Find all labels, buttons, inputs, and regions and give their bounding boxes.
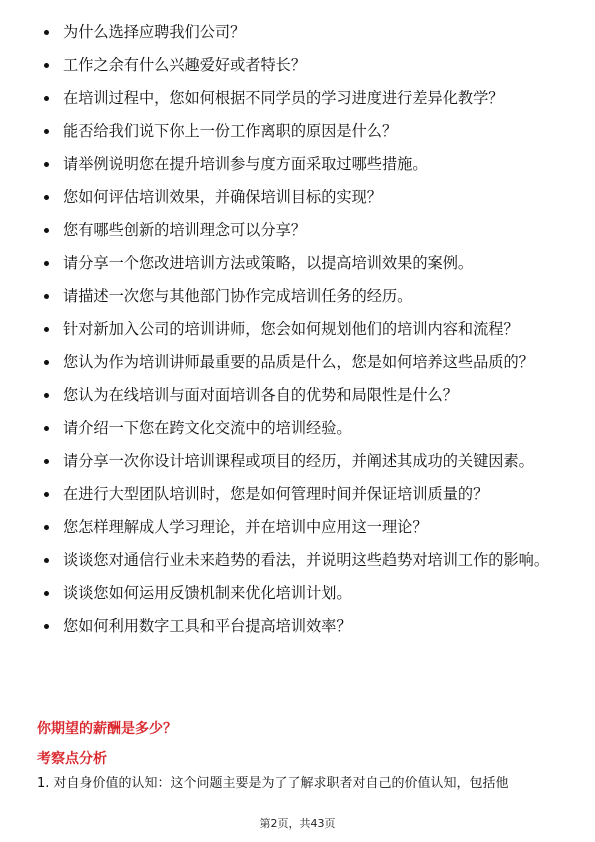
bullet-dot-icon [44,195,49,200]
question-text: 您认为在线培训与面对面培训各自的优势和局限性是什么？ [63,386,458,404]
bullet-dot-icon [44,426,49,431]
question-item [42,319,562,340]
question-text: 工作之余有什么兴趣爱好或者特长？ [63,56,306,74]
page-footer: 第2页，共43页 [259,817,336,830]
question-text: 在进行大型团队培训时，您是如何管理时间并保证培训质量的？ [63,485,489,503]
question-text: 在培训过程中，您如何根据不同学员的学习进度进行差异化教学？ [63,89,504,107]
question-item [42,583,562,604]
bullet-dot-icon [44,129,49,134]
bullet-dot-icon [44,96,49,101]
question-item [42,352,562,373]
question-text: 请分享一次你设计培训课程或项目的经历，并阐述其成功的关键因素。 [63,452,534,470]
analysis-heading: 考察点分析 [37,751,107,767]
question-text: 您怎样理解成人学习理论，并在培训中应用这一理论？ [63,518,428,536]
question-item [42,55,562,76]
question-item [42,88,562,109]
bullet-dot-icon [44,393,49,398]
bullet-dot-icon [44,228,49,233]
question-item [42,385,562,406]
question-text: 针对新加入公司的培训讲师，您会如何规划他们的培训内容和流程？ [63,320,519,338]
salary-question-heading: 你期望的薪酬是多少？ [37,721,177,737]
question-list [42,22,562,649]
bullet-dot-icon [44,261,49,266]
question-text: 能否给我们说下你上一份工作离职的原因是什么？ [63,122,398,140]
question-text: 您有哪些创新的培训理念可以分享？ [63,221,306,239]
question-text: 您认为作为培训讲师最重要的品质是什么，您是如何培养这些品质的？ [63,353,534,371]
bullet-dot-icon [44,525,49,530]
question-item [42,451,562,472]
bullet-dot-icon [44,294,49,299]
bullet-dot-icon [44,63,49,68]
question-item [42,154,562,175]
bullet-dot-icon [44,360,49,365]
question-item [42,220,562,241]
question-text: 谈谈您对通信行业未来趋势的看法，并说明这些趋势对培训工作的影响。 [63,551,549,569]
question-text: 请描述一次您与其他部门协作完成培训任务的经历。 [63,287,413,305]
question-item [42,286,562,307]
question-item [42,550,562,571]
bullet-dot-icon [44,30,49,35]
question-text: 为什么选择应聘我们公司？ [63,23,246,41]
analysis-paragraph: 1. 对自身价值的认知：这个问题主要是为了了解求职者对自己的价值认知，包括他 [37,776,509,791]
question-item [42,22,562,43]
question-item [42,187,562,208]
question-item [42,616,562,637]
question-text: 请分享一个您改进培训方法或策略，以提高培训效果的案例。 [63,254,474,272]
question-item [42,121,562,142]
question-item [42,484,562,505]
bullet-dot-icon [44,327,49,332]
question-text: 谈谈您如何运用反馈机制来优化培训计划。 [63,584,352,602]
question-item [42,418,562,439]
question-text: 您如何评估培训效果，并确保培训目标的实现？ [63,188,382,206]
bullet-dot-icon [44,162,49,167]
question-text: 请介绍一下您在跨文化交流中的培训经验。 [63,419,352,437]
question-item [42,253,562,274]
question-text: 您如何利用数字工具和平台提高培训效率？ [63,617,352,635]
question-text: 请举例说明您在提升培训参与度方面采取过哪些措施。 [63,155,428,173]
bullet-dot-icon [44,558,49,563]
bullet-dot-icon [44,492,49,497]
bullet-dot-icon [44,624,49,629]
bullet-dot-icon [44,459,49,464]
question-item [42,517,562,538]
bullet-dot-icon [44,591,49,596]
